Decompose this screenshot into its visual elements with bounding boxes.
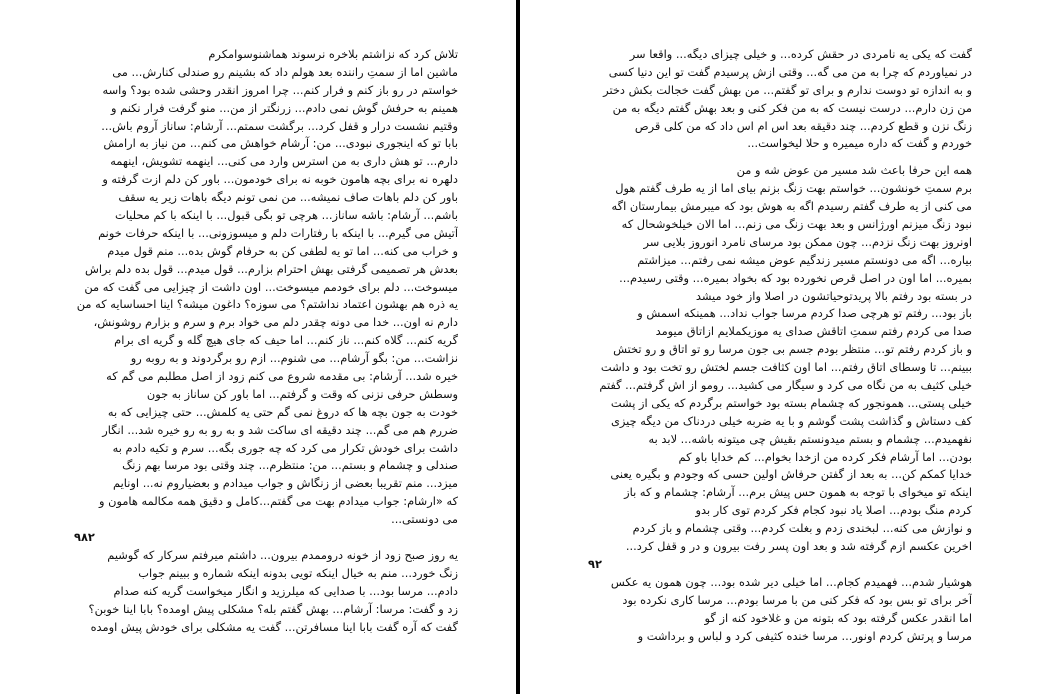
text-line: نفهمیدم... چشمام و بستم میدونستم بقیش چی میتونه باشه... لابد به bbox=[648, 431, 972, 446]
right-page-bottom-text bbox=[574, 574, 972, 646]
text-line: ضررم هم می گم... چند دقیقه ای ساکت شد و به رو به رو خیره شد... انگار bbox=[102, 422, 458, 437]
text-line: گفت که یکی یه نامردی در حقش کرده... و خیلی چیزای دیگه... واقعا سر bbox=[629, 47, 972, 61]
text-line: و باز کردم رفتم تو... منتظر بودم جسم بی جون مرسا رو تو اتاق و رو تختش bbox=[613, 342, 972, 357]
right-page-middle-text bbox=[574, 162, 972, 556]
text-line: آتیش می گیرم... با اینکه با رفتارات دلم و میسوزونی... با اینکه حرفات خونم bbox=[98, 225, 458, 240]
text-line: هوشیار شدم... فهمیدم کجام... اما خیلی دیر شده بود... چون همون یه عکس bbox=[610, 574, 972, 589]
text-line: اینکه تو میخوای با توجه به همون حس پیش برم... آرشام: چشمام و که باز bbox=[624, 485, 972, 500]
paragraph-gap bbox=[574, 153, 972, 162]
text-line: همه این حرفا باعث شد مسیر من عوض شه و من bbox=[736, 163, 972, 178]
text-line: در بسته بود رفتم بالا پریدتوحیاتشون در اصلا واز خود میشد bbox=[695, 288, 972, 303]
right-page-top-text bbox=[574, 46, 972, 153]
text-line: بودن... اما آرشام فکر کرده من ازخدا بخوام... کم خدایا باو کم bbox=[678, 449, 972, 464]
text-line: و خراب می کنه... اما تو یه لطفی کن به حرفام گوش بده... منم قول میدم bbox=[107, 243, 458, 258]
text-line: بیاره... اگه می دونستم مسیر زندگیم عوض میشه نمی رفتم... میزاشتم bbox=[637, 252, 972, 267]
text-line: صندلی و چشمام و بستم... من: منتظرم... چند وقتی بود مرسا بهم زنگ bbox=[122, 458, 458, 473]
text-line: خیره شد... آرشام: بی مقدمه شروع می کنم زود از اصل مطلبم می گم که bbox=[106, 369, 458, 384]
text-line: باز بود... رفتم تو هرچی صدا کردم مرسا جواب نداد... همینکه اسمش و bbox=[637, 306, 972, 321]
text-line: دارم نه اون... خدا می دونه چقدر دلم می خواد برم و سرم و بزارم روشونش، bbox=[93, 315, 458, 330]
text-line: در نمیاوردم که چرا به من می گه... وقتی ازش پرسیدم گفت تو این دنیا کسی bbox=[608, 64, 972, 79]
left-page-bottom-text bbox=[60, 547, 458, 636]
text-line: برم سمتِ خونشون... خواستم بهت زنگ بزنم بیای اما از یه طرف گفتم هول bbox=[615, 181, 972, 196]
text-line: دادم... مرسا بود... با صدایی که میلرزید و انگار میخواست گریه کنه صدام bbox=[113, 583, 458, 598]
text-line: اخرین عکسم ازم گرفته شد و بعد اون پسر رفت بیرون و در و قفل کرد... bbox=[625, 539, 972, 554]
text-line: دلهره نه برای بچه هامون خوبه نه برای خودمون... باور کن دلم ازت گرفته و bbox=[102, 172, 458, 187]
text-line: خواستم در رو باز کنم و فرار کنم... چرا امروز انقدر وحشی شده بود؟ واسه bbox=[102, 82, 458, 97]
text-line: گریه کنم... گلاه کنم... ناز کنم... اما حیف که جای هیچ گله و گریه ای برام bbox=[114, 333, 458, 348]
text-line: می دونستی... bbox=[391, 512, 458, 527]
text-line: اما انقدر عکس گرفته بود که بتونه من و غلاخود کنه از گو bbox=[704, 610, 972, 625]
text-line: و نوازش می کنه... لبخندی زدم و بغلت کردم... وقتی چشمام و باز کردم bbox=[632, 521, 972, 536]
text-line: وسطش حرفی نزنی که وقت و گرفتم... اما باور کن ساناز به جون bbox=[146, 386, 458, 401]
text-line: باور کن دلم باهات صاف نمیشه... من نمی تونم دیگه باهات زیر یه سقف bbox=[118, 190, 458, 205]
text-line: یه ذره هم بهشون اعتماد نداشتم؟ می سوزه؟ داغون میشه؟ اینا احساسایه که من bbox=[76, 297, 458, 312]
text-line: تلاش کرد که نزاشتم بلاخره نرسوند هماشنوسوامکرم bbox=[208, 47, 458, 61]
text-line: خوردم و گفت که داره میمیره و حلا لیخواست... bbox=[747, 136, 972, 151]
text-line: من زن دارم... درست نیست که به من فکر کنی و بعد بهش گفتم دیگه به من bbox=[612, 100, 972, 115]
left-page-number: ۹۸۲ bbox=[74, 530, 95, 545]
left-page-top-text bbox=[60, 46, 458, 529]
text-line: وقتیم نشست درار و قفل کرد... برگشت سمتم... آرشام: ساناز آروم باش... bbox=[101, 118, 458, 133]
text-line: زنگ خورد... منم به خیال اینکه تویی بدونه اینکه شماره و ببینم جواب bbox=[138, 565, 458, 580]
text-line: که «ارشام: جواب میدادم بهت می گفتم...کامل و دقیق همه مکالمه هامون و bbox=[98, 494, 458, 509]
text-line: خیلی پستی... همونجور که چشمام بسته بود خواستم برگردم که یکی از پشت bbox=[610, 395, 972, 410]
text-line: مرسا و پرتش کردم اونور... مرسا خنده کثیفی کرد و لباس و برداشت و bbox=[637, 628, 972, 643]
book-gutter bbox=[516, 0, 520, 694]
text-line: نزاشت... من: بگو آرشام... می شنوم... ازم رو برگردوند و به روبه رو bbox=[130, 351, 458, 366]
text-line: صدا می کردم رفتم سمتِ اتاقش صدای یه موزیکملایم ازاتاق میومد bbox=[655, 324, 972, 339]
left-page bbox=[60, 46, 458, 636]
text-line: بابا تو که اینجوری نبودی... من: آرشام خواهش می کنم... من نیاز به ارامش bbox=[103, 136, 458, 151]
text-line: دارم... تو هش داری به من استرس وارد می کنی... اینهمه تشویش، اینهمه bbox=[110, 154, 458, 169]
text-line: ماشین اما از سمتِ راننده بعد هولم داد که بشینم رو صندلی کنارش... می bbox=[112, 64, 458, 79]
text-line: بمیره... اما اون در اصل قرص نخورده بود که بخواد بمیره... وقتی رسیدم... bbox=[619, 270, 972, 285]
text-line: یه روز صبح زود از خونه دروممدم بیرون... داشتم میرفتم سرکار که گوشیم bbox=[107, 547, 458, 562]
text-line: داشت برای خودش تکرار می کرد که چه جوری بگه... سرم و تکیه دادم به bbox=[112, 440, 458, 455]
text-line: خودت به جون بچه ها که دروغ نمی گم حتی یه کلمش... حتی چیزایی که به bbox=[107, 404, 458, 419]
text-line: کردم منگ بودم... اصلا یاد نبود کجام فکر کردم توی کار بدو bbox=[695, 503, 972, 518]
text-line: گفت که آره گفت بابا اینا مسافرتن... گفت یه مشکلی برای خودش پیش اومده bbox=[90, 619, 458, 634]
text-line: و به اندازه تو دوست ندارم و برای تو گفتم... من بهش گفت خجالت بکش دختر bbox=[603, 82, 972, 97]
text-line: خیلی کثیف به من نگاه می کرد و سیگار می کشید... رومو از اش گرفتم... گفتم bbox=[599, 378, 972, 393]
text-line: میسوخت... دلم برای خودمم میسوخت... اون داشت از چیزایی می گفت که من bbox=[84, 279, 458, 294]
right-page bbox=[574, 46, 972, 645]
text-line: زنگ نزن و قطع کردم... چند دقیقه بعد اس ام اس داد که من کلی قرص bbox=[634, 118, 972, 133]
text-line: اونروز بهت زنگ نزدم... چون ممکن بود مرسای نامرد انوروز بلایی سر bbox=[643, 234, 972, 249]
text-line: ببینم... تا وسطای اتاق رفتم... اما اون کثافت جسم لختش رو تخت بود و داشت bbox=[600, 360, 972, 375]
text-line: کف دستاش و گذاشت پشت گوشم و با یه ضربه خیلی دردناک من دیگه چیزی bbox=[610, 413, 972, 428]
text-line: می کنی از یه طرف گفتم رسیدم اگه به هوش بود که میبرمش بیمارستان اگه bbox=[611, 199, 972, 214]
text-line: خدایا کمکم کن... به بعد از گفتن حرفاش اولین حسی که وجودم و بگیره یعنی bbox=[610, 467, 972, 482]
text-line: بعدش هر تصمیمی گرفتی بهش احترام بزارم... قول میدم... قول بده دلم براش bbox=[84, 261, 458, 276]
text-line: باشم... آرشام: باشه ساناز... هرچی تو بگی قبول... با اینکه با کم محلیات bbox=[114, 208, 458, 223]
text-line: آخر برای تو بس بود که فکر کنی من با مرسا بودم... مرسا کاری نکرده بود bbox=[622, 592, 972, 607]
right-page-number: ۹۲ bbox=[588, 556, 602, 571]
text-line: همینم به حرفش گوش نمی دادم... زرنگتر از من... منو گرفت فرار نکنم و bbox=[111, 100, 458, 115]
text-line: زد و گفت: مرسا: آرشام... بهش گفتم بله؟ مشکلی پیش اومده؟ بابا اینا خوبن؟ bbox=[88, 601, 458, 616]
text-line: میزد... منم تقریبا بعضی از زنگاش و جواب میدادم و بعضیاروم نه... اونایم bbox=[113, 476, 458, 491]
text-line: نبود زنگ میزنم اورژانس و بعد بهت زنگ می زنم... اما الان خیلخوشحال که bbox=[621, 217, 972, 232]
